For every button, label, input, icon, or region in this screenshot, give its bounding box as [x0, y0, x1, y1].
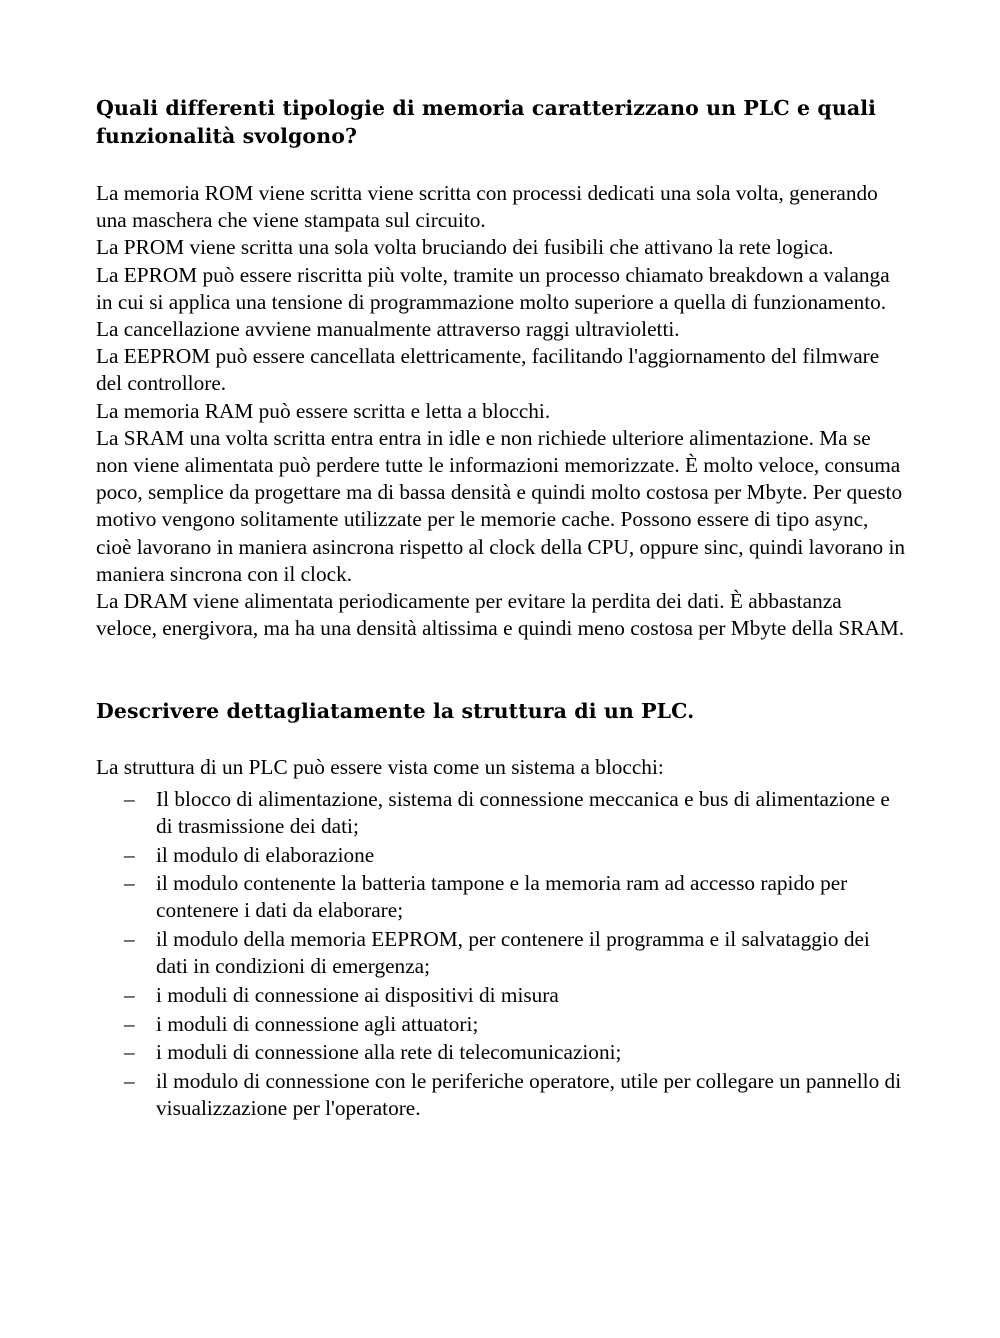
- section-intro: La struttura di un PLC può essere vista come un sistema a blocchi:: [96, 755, 664, 780]
- list-item-text: il modulo di connessione con le periferiche operatore, utile per collegare un pannello di visualizzazione per l'operatore.: [156, 1069, 902, 1121]
- paragraph-rom: La memoria ROM viene scritta viene scritta con processi dedicati una sola volta, generando una maschera che viene stampata sul circuito.: [96, 181, 878, 233]
- dash-bullet-icon: –: [124, 1069, 135, 1094]
- dash-bullet-icon: –: [124, 1011, 135, 1036]
- list-item: [124, 1039, 906, 1066]
- section-memory-types: [96, 94, 906, 642]
- paragraph-dram: La DRAM viene alimentata periodicamente per evitare la perdita dei dati. È abbastanza veloce, energivora, ma ha una densità altissima e quindi meno costosa per Mbyte della SRAM.: [96, 589, 905, 641]
- list-item-text: i moduli di connessione ai dispositivi di misura: [156, 983, 559, 1008]
- block-list: [96, 786, 906, 1123]
- list-item-text: il modulo della memoria EEPROM, per contenere il programma e il salvataggio dei dati in condizioni di emergenza;: [156, 927, 870, 979]
- list-item: [124, 786, 906, 840]
- dash-bullet-icon: –: [124, 842, 135, 867]
- paragraph-eeprom: La EEPROM può essere cancellata elettricamente, facilitando l'aggiornamento del filmware del controllore.: [96, 344, 880, 396]
- dash-bullet-icon: –: [124, 871, 135, 896]
- list-item-text: il modulo contenente la batteria tampone e la memoria ram ad accesso rapido per contenere i dati da elaborare;: [156, 871, 848, 923]
- paragraph-prom: La PROM viene scritta una sola volta bruciando dei fusibili che attivano la rete logica.: [96, 235, 834, 260]
- section-heading: Descrivere dettagliatamente la struttura di un PLC.: [96, 699, 695, 724]
- list-item: [124, 1068, 906, 1122]
- paragraph-eprom: La EPROM può essere riscritta più volte, tramite un processo chiamato breakdown a valanga in cui si applica una tensione di programmazione molto superiore a quella di funzionamento. La cancellazione avviene manualmente attraverso raggi ultravioletti.: [96, 262, 890, 342]
- list-item-text: Il blocco di alimentazione, sistema di connessione meccanica e bus di alimentazione e di trasmissione dei dati;: [156, 786, 890, 838]
- list-item-text: i moduli di connessione agli attuatori;: [156, 1011, 479, 1036]
- document-content: [96, 94, 906, 1124]
- dash-bullet-icon: –: [124, 927, 135, 952]
- section-heading: Quali differenti tipologie di memoria caratterizzano un PLC e quali funzionalità svolgono?: [96, 96, 876, 148]
- list-item: [124, 842, 906, 869]
- section-plc-structure: [96, 697, 906, 1122]
- paragraph-ram: La memoria RAM può essere scritta e letta a blocchi.: [96, 398, 551, 423]
- list-item: [124, 870, 906, 924]
- section-body: [96, 180, 906, 642]
- dash-bullet-icon: –: [124, 786, 135, 811]
- list-item-text: il modulo di elaborazione: [156, 842, 375, 867]
- dash-bullet-icon: –: [124, 983, 135, 1008]
- list-item-text: i moduli di connessione alla rete di telecomunicazioni;: [156, 1040, 622, 1065]
- dash-bullet-icon: –: [124, 1040, 135, 1065]
- list-item: [124, 926, 906, 980]
- list-item: [124, 1011, 906, 1038]
- list-item: [124, 982, 906, 1009]
- paragraph-sram: La SRAM una volta scritta entra entra in idle e non richiede ulteriore alimentazione. Ma se non viene alimentata può perdere tutte le informazioni memorizzate. È molto veloce, consuma poco, semplice da progettare ma di bassa densità e quindi molto costosa per Mbyte. Per questo motivo vengono solitamente utilizzate per le memorie cache. Possono essere di tipo async, cioè lavorano in maniera asincrona rispetto al clock della CPU, oppure sinc, quindi lavorano in maniera sincrona con il clock.: [96, 425, 906, 586]
